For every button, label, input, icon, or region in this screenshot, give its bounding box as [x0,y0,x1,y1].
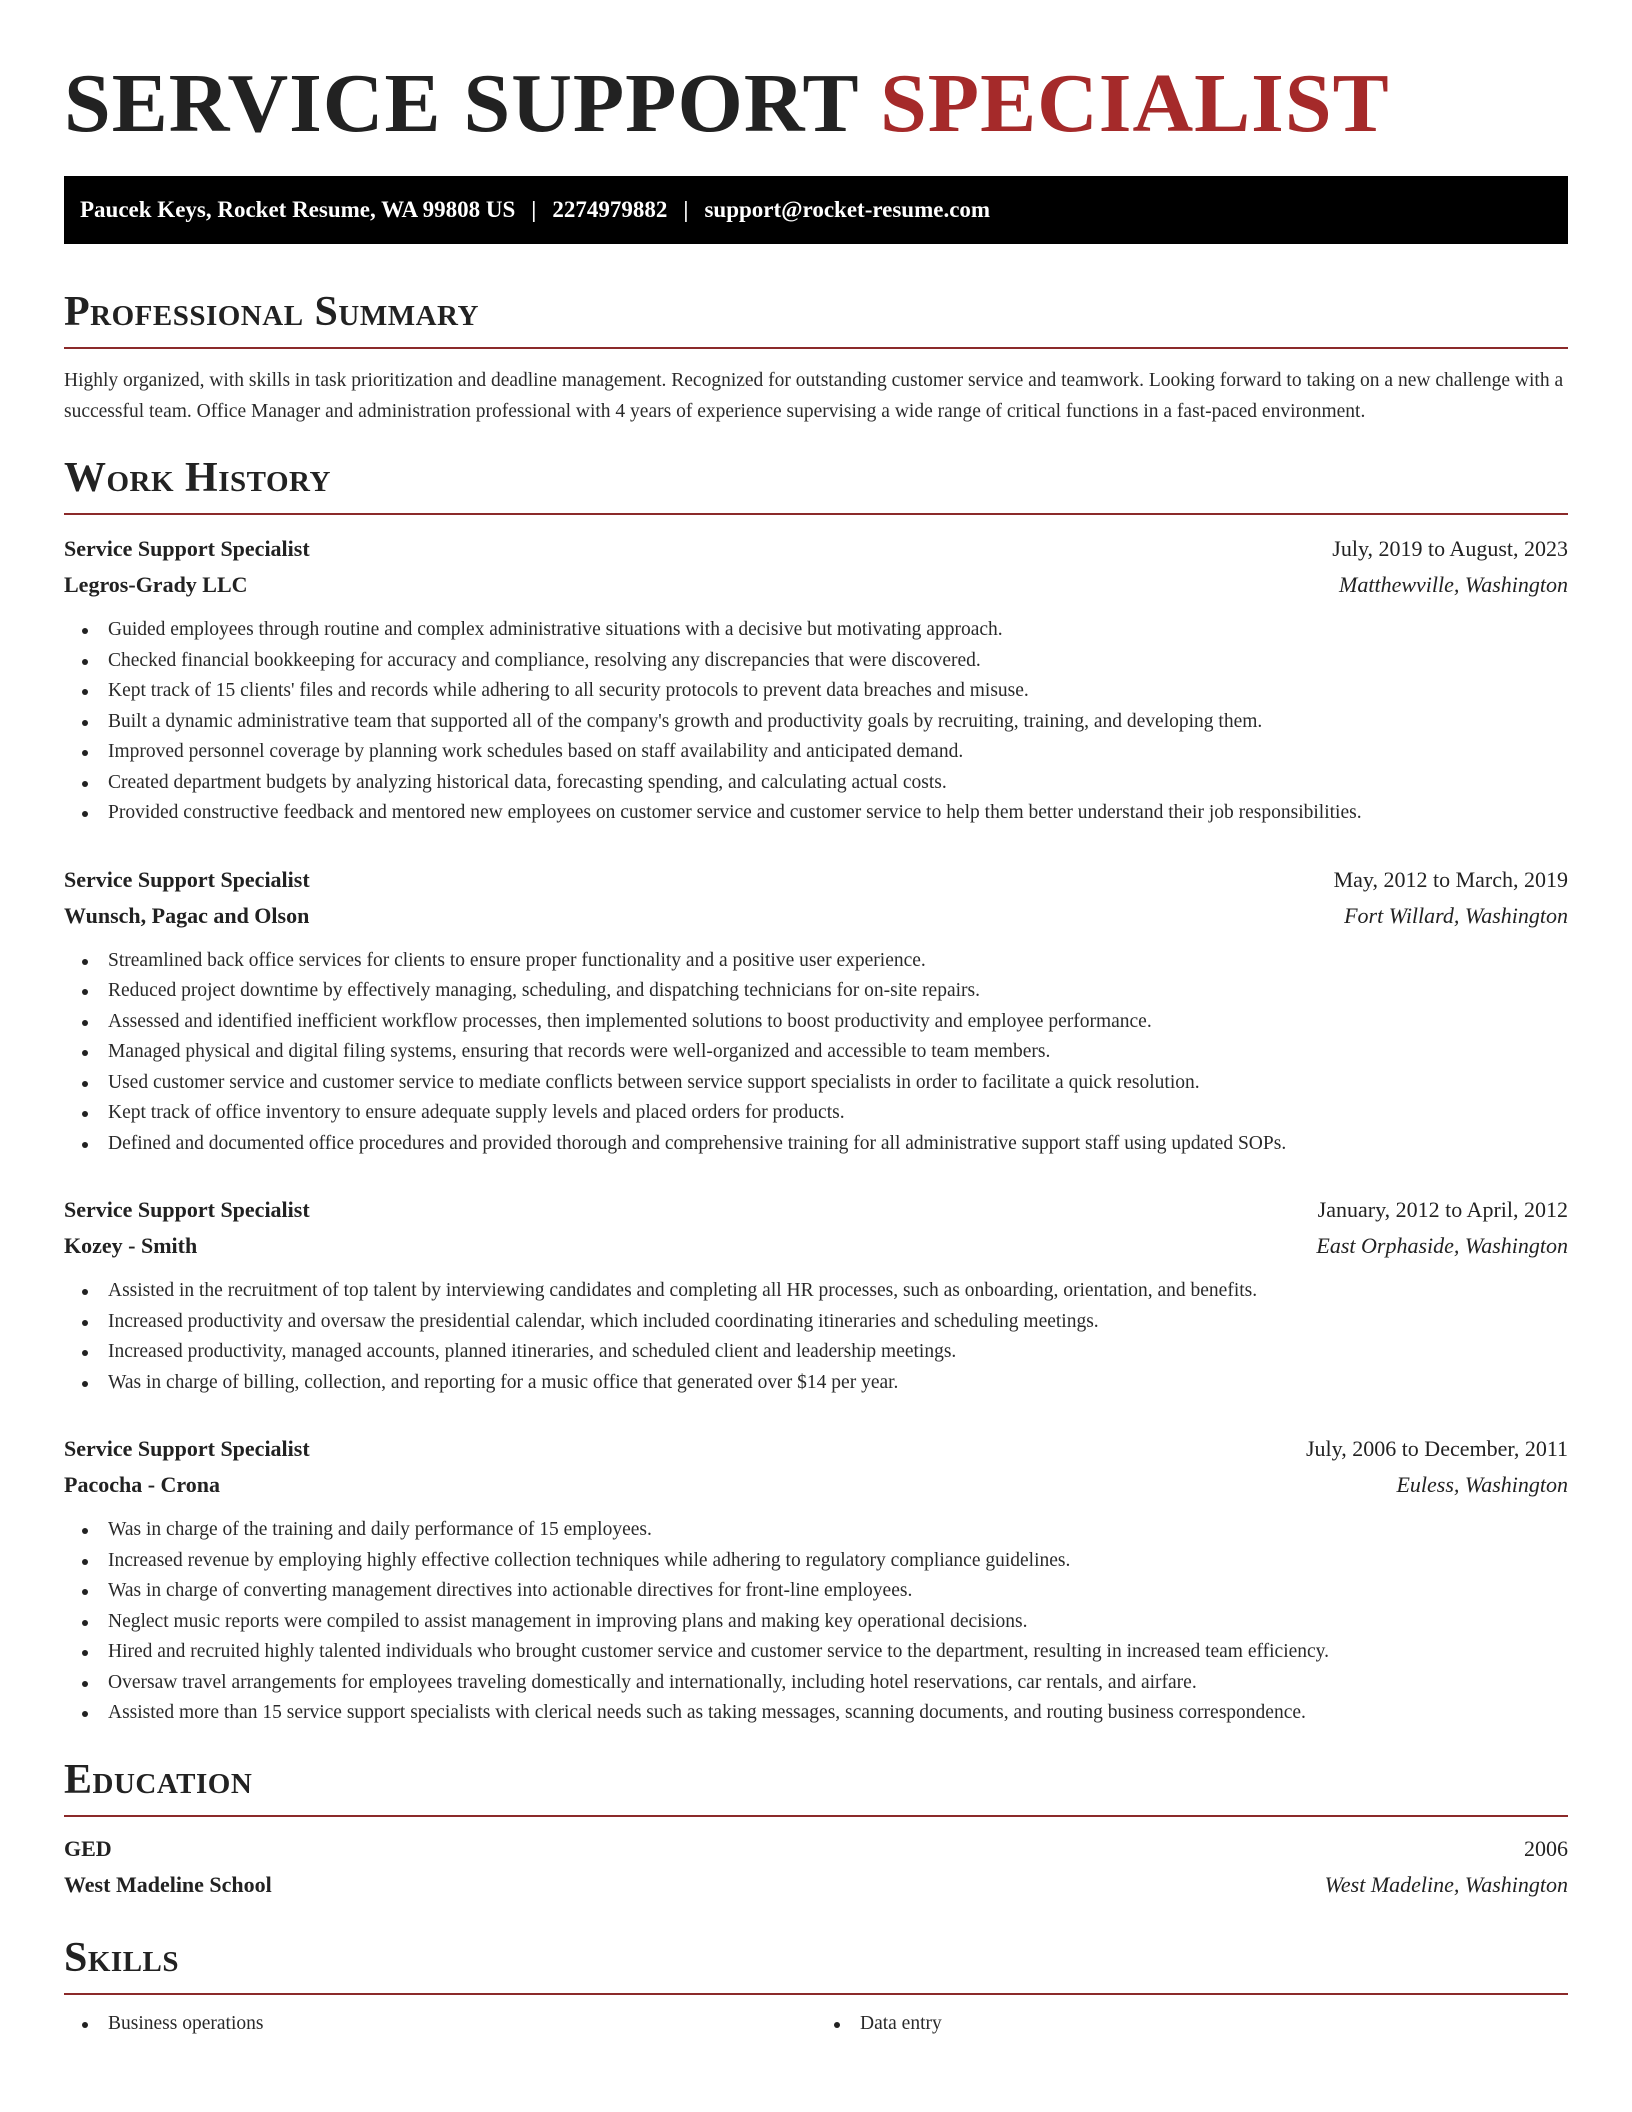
job-bullet: Streamlined back office services for clients to ensure proper functionality and a positive user experience. [64,946,1568,977]
job-bullet: Provided constructive feedback and mentored new employees on customer service and customer service to help them better understand their job responsibilities. [64,798,1568,829]
job-bullet: Guided employees through routine and complex administrative situations with a decisive but motivating approach. [64,615,1568,646]
job-bullet: Checked financial bookkeeping for accuracy and compliance, resolving any discrepancies that were discovered. [64,646,1568,677]
job-bullet: Neglect music reports were compiled to assist management in improving plans and making key operational decisions. [64,1607,1568,1638]
job-title: Service Support Specialist [64,866,310,892]
skills-heading: Skills [64,1933,1568,1995]
job-title: Service Support Specialist [64,1197,310,1222]
contact-separator: | [683,197,689,222]
job-bullet: Created department budgets by analyzing historical data, forecasting spending, and calculating actual costs. [64,768,1568,799]
job-dates: May, 2012 to March, 2019 [1333,866,1568,892]
job-entry [64,1431,1568,1729]
job-bullet: Kept track of 15 clients' files and records while adhering to all security protocols to prevent data breaches and misuse. [64,676,1568,707]
job-bullets [64,1276,1568,1398]
job-location: Matthewville, Washington [1339,572,1568,597]
job-bullet: Increased productivity, managed accounts, planned itineraries, and scheduled client and leadership meetings. [64,1337,1568,1368]
job-bullet: Built a dynamic administrative team that supported all of the company's growth and productivity goals by recruiting, training, and developing them. [64,707,1568,738]
job-bullets [64,946,1568,1160]
job-bullet: Increased revenue by employing highly effective collection techniques while adhering to regulatory compliance guidelines. [64,1546,1568,1577]
job-entry [64,862,1568,1160]
job-location: East Orphaside, Washington [1316,1233,1568,1258]
job-bullet: Oversaw travel arrangements for employees traveling domestically and internationally, including hotel reservations, car rentals, and airfare. [64,1668,1568,1699]
job-bullet: Reduced project downtime by effectively managing, scheduling, and dispatching technicians for on-site repairs. [64,976,1568,1007]
job-bullets [64,615,1568,829]
job-bullet: Defined and documented office procedures and provided thorough and comprehensive training for all administrative support staff using updated SOPs. [64,1129,1568,1160]
education-year: 2006 [1524,1835,1568,1861]
job-bullet: Was in charge of the training and daily performance of 15 employees. [64,1515,1568,1546]
summary-text: Highly organized, with skills in task prioritization and deadline management. Recognized for outstanding customer service and teamwork. Looking forward to taking on a new challenge with a successful team. Office Manager and administration professional with 4 years of experience supervising a wide range of critical functions in a fast-paced environment. [64,370,1564,422]
job-location: Euless, Washington [1396,1472,1568,1497]
skill-item: Business operations [64,2009,816,2039]
contact-phone: 2274979882 [552,197,668,222]
education-heading: Education [64,1755,1568,1817]
job-bullet: Was in charge of billing, collection, and reporting for a music office that generated over $14 per year. [64,1368,1568,1399]
job-dates: July, 2019 to August, 2023 [1332,536,1568,561]
job-entry [64,531,1568,829]
job-dates: January, 2012 to April, 2012 [1317,1197,1568,1222]
job-location: Fort Willard, Washington [1344,902,1568,928]
job-bullet: Assessed and identified inefficient workflow processes, then implemented solutions to boost productivity and employee performance. [64,1007,1568,1038]
contact-address: Paucek Keys, Rocket Resume, WA 99808 US [80,197,516,222]
job-dates: July, 2006 to December, 2011 [1305,1436,1568,1461]
job-bullet: Improved personnel coverage by planning work schedules based on staff availability and anticipated demand. [64,737,1568,768]
work-history-heading: Work History [64,453,1568,515]
job-title: Service Support Specialist [64,1436,310,1461]
contact-bar [64,176,1568,244]
education-school: West Madeline School [64,1871,272,1897]
education-entry [64,1831,1568,1903]
contact-email: support@rocket-resume.com [704,197,991,222]
skills-list [64,2009,1568,2039]
title-main: SERVICE SUPPORT [64,57,881,150]
job-bullet: Used customer service and customer service to mediate conflicts between service support specialists in order to facilitate a quick resolution. [64,1068,1568,1099]
job-bullet: Managed physical and digital filing systems, ensuring that records were well-organized and accessible to team members. [64,1037,1568,1068]
job-bullet: Increased productivity and oversaw the presidential calendar, which included coordinating itineraries and scheduling meetings. [64,1307,1568,1338]
resume-title [64,0,1568,176]
job-entry [64,1192,1568,1398]
job-company: Legros-Grady LLC [64,572,248,597]
job-bullet: Was in charge of converting management directives into actionable directives for front-line employees. [64,1576,1568,1607]
education-degree: GED [64,1835,112,1861]
job-company: Kozey - Smith [64,1233,198,1258]
summary-heading: Professional Summary [64,287,1568,349]
job-bullet: Kept track of office inventory to ensure adequate supply levels and placed orders for products. [64,1098,1568,1129]
job-title: Service Support Specialist [64,536,310,561]
education-location: West Madeline, Washington [1324,1871,1568,1897]
skill-item: Data entry [816,2009,1568,2039]
job-company: Pacocha - Crona [64,1472,221,1497]
contact-separator: | [531,197,537,222]
job-bullet: Assisted more than 15 service support specialists with clerical needs such as taking messages, scanning documents, and routing business correspondence. [64,1698,1568,1729]
job-bullet: Hired and recruited highly talented individuals who brought customer service and customer service to the department, resulting in increased team efficiency. [64,1637,1568,1668]
job-bullets [64,1515,1568,1729]
job-company: Wunsch, Pagac and Olson [64,902,310,928]
job-bullet: Assisted in the recruitment of top talent by interviewing candidates and completing all HR processes, such as onboarding, orientation, and benefits. [64,1276,1568,1307]
title-accent: SPECIALIST [880,57,1390,150]
work-history-list [64,531,1568,1729]
